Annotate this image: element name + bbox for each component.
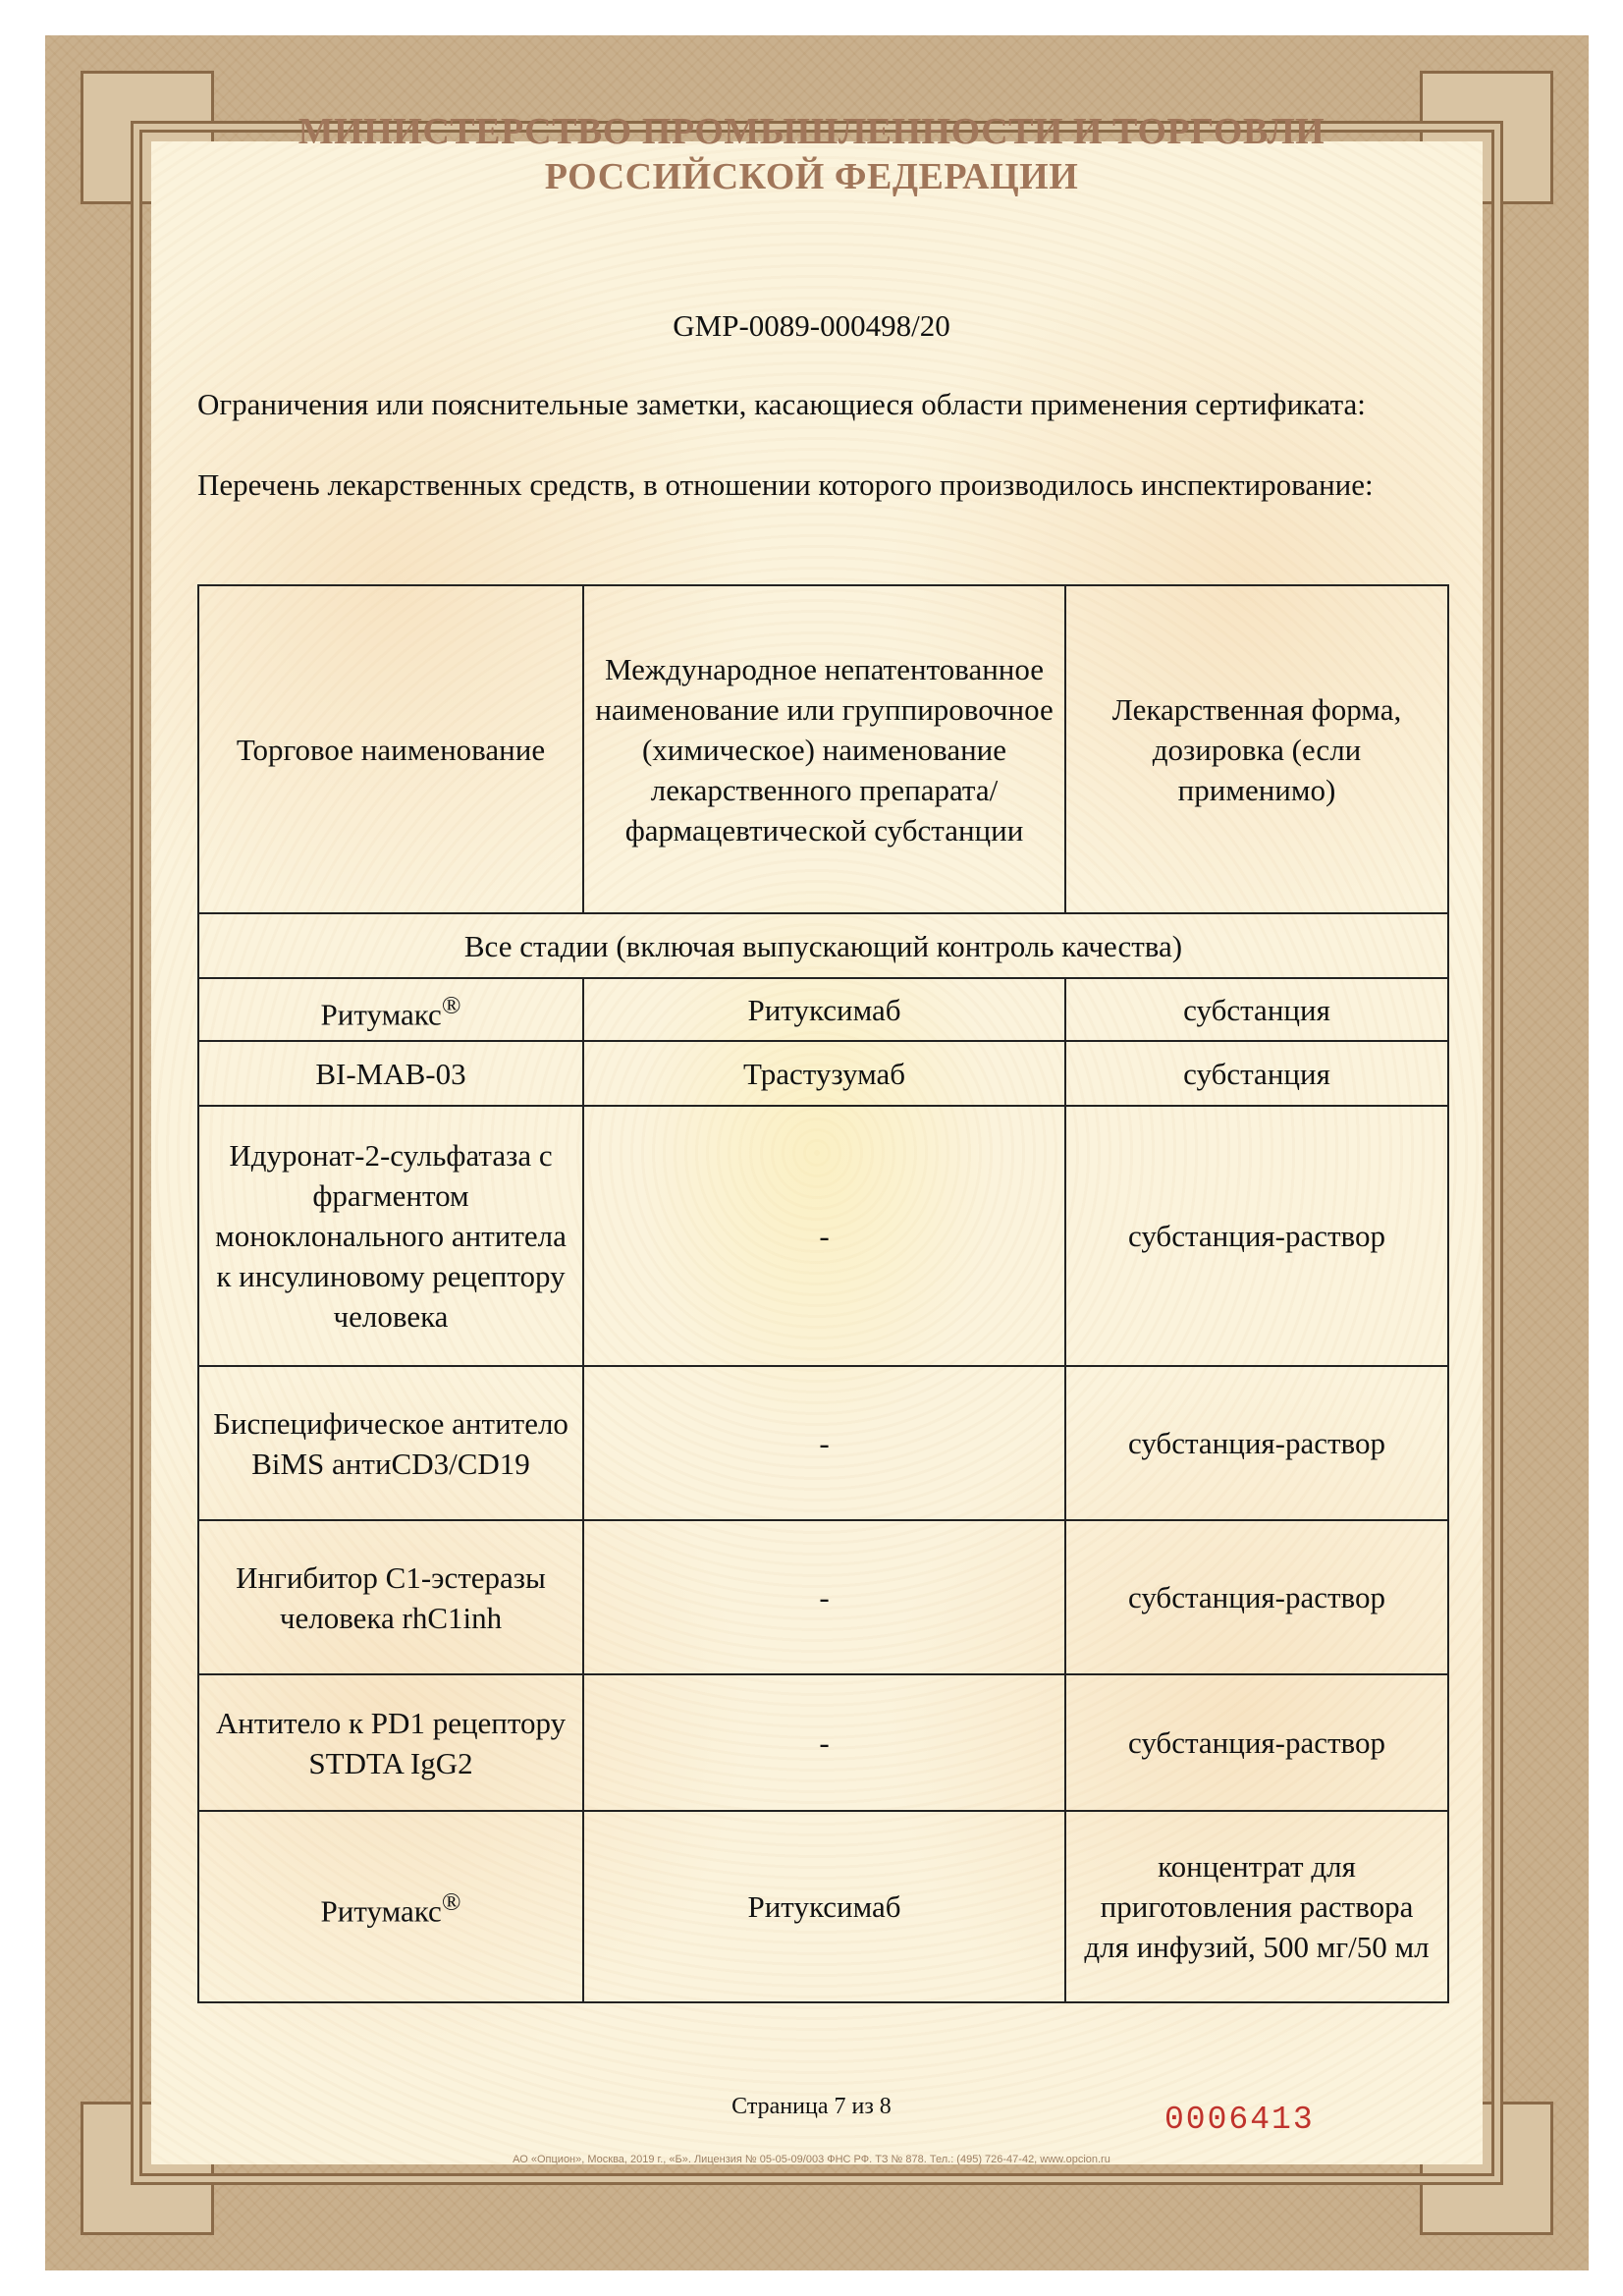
trade-name-cell	[198, 1811, 583, 2002]
trade-name-cell: Ингибитор C1-эстеразы человека rhC1inh	[198, 1520, 583, 1674]
inn-cell: -	[583, 1674, 1065, 1811]
trade-name-cell: Биспецифическое антитело BiMS антиCD3/CD19	[198, 1366, 583, 1520]
trade-name-cell: Антитело к PD1 рецептору STDTA IgG2	[198, 1674, 583, 1811]
medicine-list-intro: Перечень лекарственных средств, в отношении которого производилось инспектирование:	[197, 467, 1374, 502]
certificate-number: GMP-0089-000498/20	[673, 308, 950, 343]
registered-mark: ®	[441, 1887, 461, 1917]
trade-name-cell	[198, 978, 583, 1041]
dosage-form-cell: субстанция	[1065, 978, 1448, 1041]
inn-cell: Трастузумаб	[583, 1041, 1065, 1106]
inn-cell: Ритуксимаб	[583, 978, 1065, 1041]
dosage-form-cell: субстанция-раствор	[1065, 1366, 1448, 1520]
header-inn: Международное непатентованное наименование или группировочное (химическое) наименование лекарственного препарата/фармацевтической субстанции	[583, 585, 1065, 913]
dosage-form-cell: субстанция-раствор	[1065, 1106, 1448, 1366]
dosage-form-cell: субстанция-раствор	[1065, 1520, 1448, 1674]
table-row	[198, 1366, 1448, 1520]
printer-imprint: АО «Опцион», Москва, 2019 г., «Б». Лицензия № 05-05-09/003 ФНС РФ. ТЗ № 878. Тел.: (495) 726-47-42, www.opcion.ru	[513, 2154, 1110, 2165]
header-trade-name: Торговое наименование	[198, 585, 583, 913]
table-section-row	[198, 913, 1448, 978]
medicines-table	[197, 584, 1449, 2003]
dosage-form-cell: субстанция	[1065, 1041, 1448, 1106]
ministry-title-line2: РОССИЙСКОЙ ФЕДЕРАЦИИ	[544, 156, 1079, 197]
dosage-form-cell: субстанция-раствор	[1065, 1674, 1448, 1811]
inn-cell: -	[583, 1106, 1065, 1366]
table-row	[198, 1674, 1448, 1811]
table-row	[198, 978, 1448, 1041]
inn-cell: -	[583, 1520, 1065, 1674]
table-row	[198, 1106, 1448, 1366]
table-header-row	[198, 585, 1448, 913]
table-row	[198, 1811, 1448, 2002]
inn-cell: -	[583, 1366, 1065, 1520]
header-dosage-form: Лекарственная форма, дозировка (если применимо)	[1065, 585, 1448, 913]
trade-name: Ритумакс	[320, 997, 442, 1032]
serial-number: 0006413	[1164, 2102, 1315, 2138]
ministry-title-line1: МИНИСТЕРСТВО ПРОМЫШЛЕННОСТИ И ТОРГОВЛИ	[298, 111, 1325, 152]
trade-name-cell: Идуронат-2-сульфатаза с фрагментом моноклонального антитела к инсулиновому рецептору человека	[198, 1106, 583, 1366]
restrictions-note: Ограничения или пояснительные заметки, касающиеся области применения сертификата:	[197, 387, 1366, 421]
registered-mark: ®	[441, 990, 461, 1019]
table-row	[198, 1041, 1448, 1106]
section-all-stages: Все стадии (включая выпускающий контроль качества)	[198, 913, 1448, 978]
table-row	[198, 1520, 1448, 1674]
page-number: Страница 7 из 8	[731, 2094, 892, 2119]
trade-name-cell: BI-MAB-03	[198, 1041, 583, 1106]
inn-cell: Ритуксимаб	[583, 1811, 1065, 2002]
trade-name: Ритумакс	[320, 1893, 442, 1929]
dosage-form-cell: концентрат для приготовления раствора для инфузий, 500 мг/50 мл	[1065, 1811, 1448, 2002]
